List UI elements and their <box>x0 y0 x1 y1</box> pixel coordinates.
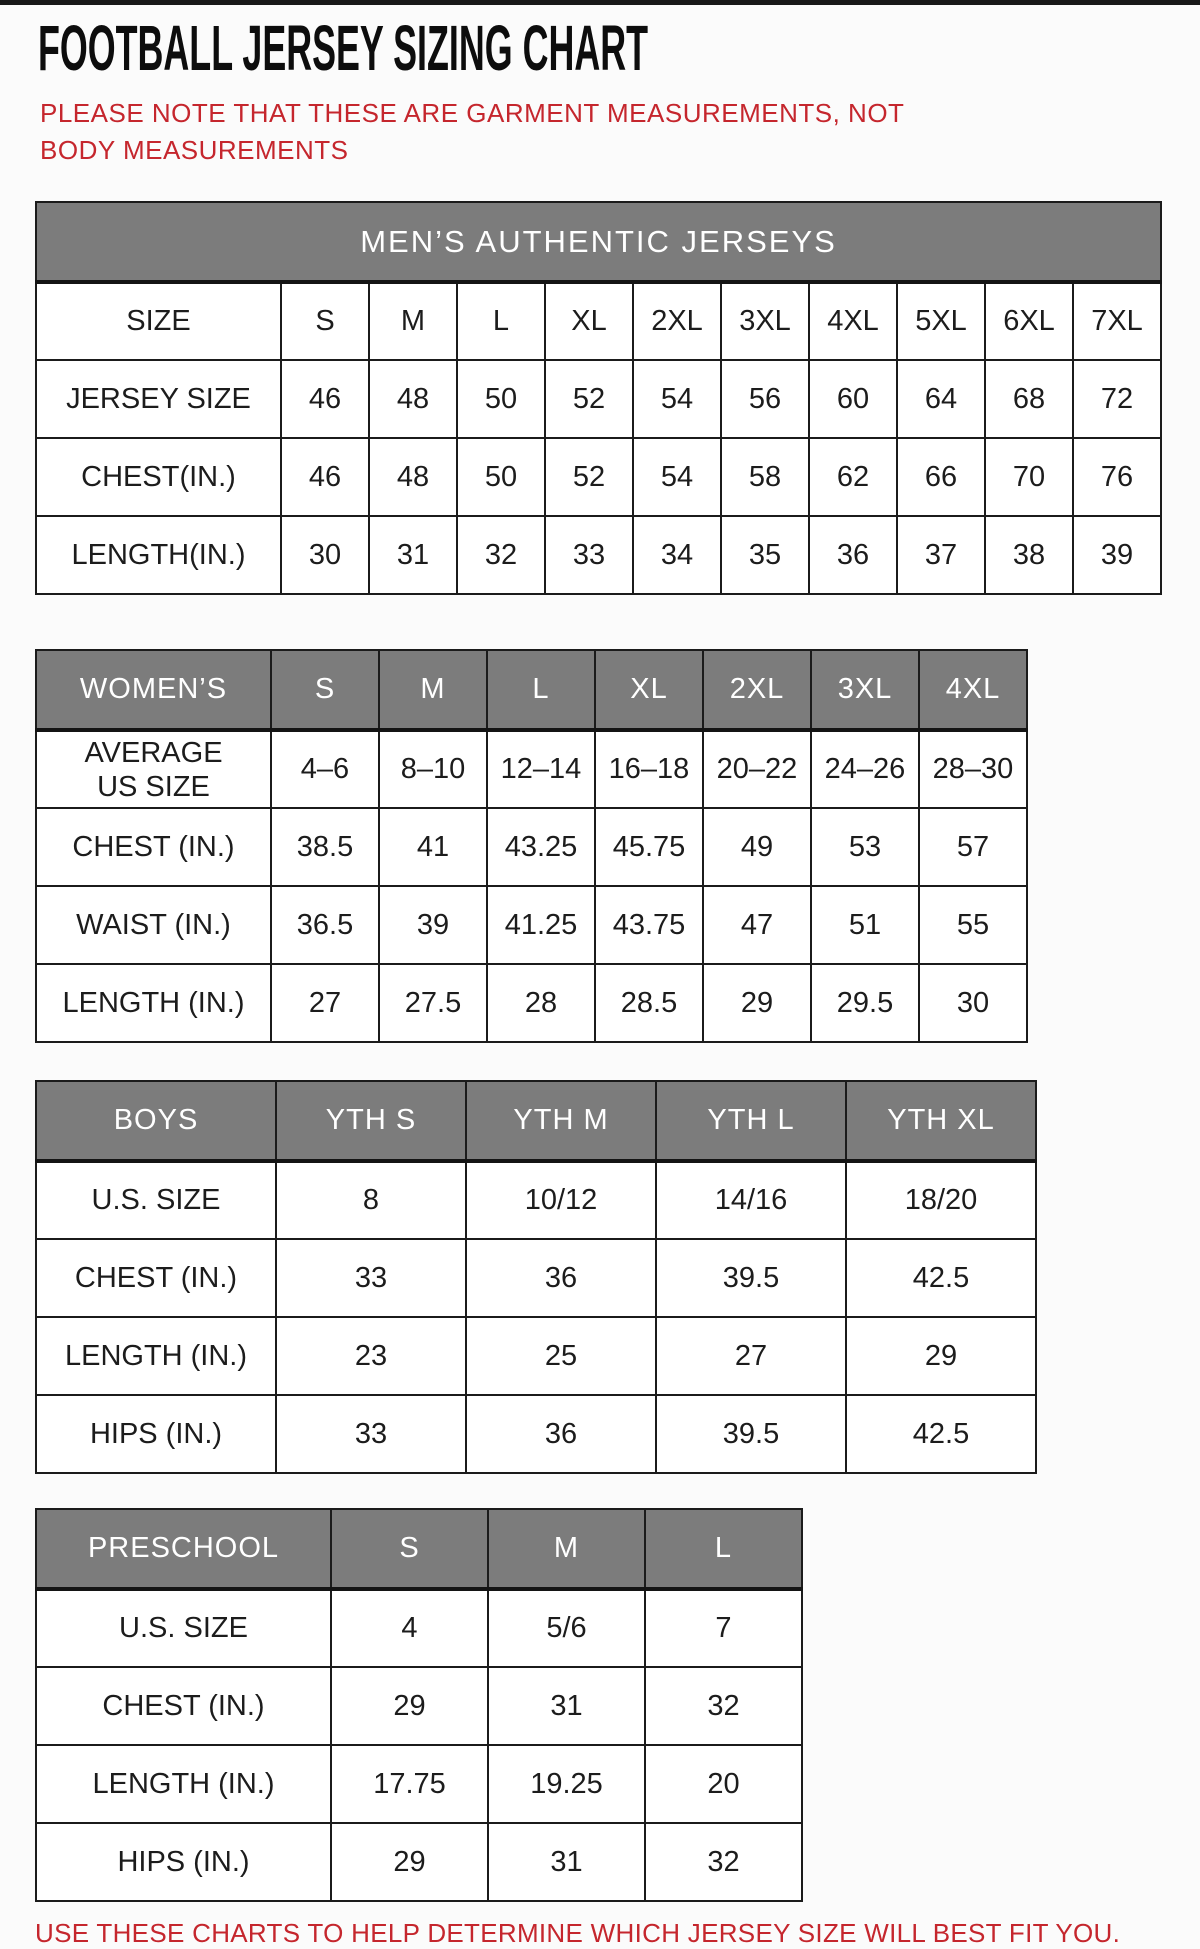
column-header: 3XL <box>811 650 919 730</box>
value-cell: 4–6 <box>271 730 379 808</box>
column-header: M <box>379 650 487 730</box>
column-header: L <box>457 282 545 360</box>
value-cell: 19.25 <box>488 1745 645 1823</box>
womens-sizing-table <box>35 649 1200 1043</box>
value-cell: 37 <box>897 516 985 594</box>
column-header: L <box>645 1509 802 1589</box>
value-cell: 76 <box>1073 438 1161 516</box>
value-cell: 29.5 <box>811 964 919 1042</box>
boys-sizing-table <box>35 1080 1200 1474</box>
row-label: WAIST (IN.) <box>36 886 271 964</box>
column-header: 6XL <box>985 282 1073 360</box>
value-cell: 36 <box>809 516 897 594</box>
column-header: 4XL <box>809 282 897 360</box>
value-cell: 24–26 <box>811 730 919 808</box>
value-cell: 46 <box>281 360 369 438</box>
value-cell: 5/6 <box>488 1589 645 1667</box>
row-label: CHEST (IN.) <box>36 808 271 886</box>
value-cell: 39 <box>379 886 487 964</box>
value-cell: 38 <box>985 516 1073 594</box>
column-header: 5XL <box>897 282 985 360</box>
value-cell: 36 <box>466 1239 656 1317</box>
value-cell: 43.25 <box>487 808 595 886</box>
table-row <box>36 1823 802 1901</box>
value-cell: 16–18 <box>595 730 703 808</box>
value-cell: 68 <box>985 360 1073 438</box>
value-cell: 29 <box>846 1317 1036 1395</box>
value-cell: 54 <box>633 438 721 516</box>
value-cell: 28.5 <box>595 964 703 1042</box>
value-cell: 72 <box>1073 360 1161 438</box>
value-cell: 43.75 <box>595 886 703 964</box>
value-cell: 62 <box>809 438 897 516</box>
mens-authentic-jerseys-table <box>35 201 1200 595</box>
column-header: YTH XL <box>846 1081 1036 1161</box>
value-cell: 23 <box>276 1317 466 1395</box>
table-header-row <box>36 1509 802 1589</box>
value-cell: 29 <box>703 964 811 1042</box>
value-cell: 33 <box>545 516 633 594</box>
column-header: YTH S <box>276 1081 466 1161</box>
table-header-row <box>36 1081 1036 1161</box>
value-cell: 18/20 <box>846 1161 1036 1239</box>
value-cell: 57 <box>919 808 1027 886</box>
value-cell: 42.5 <box>846 1395 1036 1473</box>
value-cell: 60 <box>809 360 897 438</box>
value-cell: 29 <box>331 1667 488 1745</box>
column-header: 3XL <box>721 282 809 360</box>
value-cell: 35 <box>721 516 809 594</box>
column-header: M <box>488 1509 645 1589</box>
value-cell: 54 <box>633 360 721 438</box>
column-header: S <box>331 1509 488 1589</box>
value-cell: 48 <box>369 360 457 438</box>
footer-note: USE THESE CHARTS TO HELP DETERMINE WHICH JERSEY SIZE WILL BEST FIT YOU. <box>35 1918 1121 1948</box>
value-cell: 36.5 <box>271 886 379 964</box>
table-header-row <box>36 650 1027 730</box>
table-row <box>36 1239 1036 1317</box>
column-header: S <box>281 282 369 360</box>
value-cell: 8–10 <box>379 730 487 808</box>
value-cell: 58 <box>721 438 809 516</box>
mens-authentic-jerseys-grid <box>35 201 1162 595</box>
value-cell: 25 <box>466 1317 656 1395</box>
value-cell: 70 <box>985 438 1073 516</box>
table-title-banner: MEN’S AUTHENTIC JERSEYS <box>36 202 1161 282</box>
value-cell: 36 <box>466 1395 656 1473</box>
table-row <box>36 730 1027 808</box>
table-banner-row <box>36 202 1161 282</box>
value-cell: 47 <box>703 886 811 964</box>
value-cell: 50 <box>457 360 545 438</box>
value-cell: 20 <box>645 1745 802 1823</box>
column-header: 4XL <box>919 650 1027 730</box>
womens-grid <box>35 649 1028 1043</box>
value-cell: 39 <box>1073 516 1161 594</box>
value-cell: 20–22 <box>703 730 811 808</box>
value-cell: 34 <box>633 516 721 594</box>
column-header: 2XL <box>703 650 811 730</box>
value-cell: 31 <box>369 516 457 594</box>
row-label: HIPS (IN.) <box>36 1823 331 1901</box>
value-cell: 27 <box>271 964 379 1042</box>
value-cell: 42.5 <box>846 1239 1036 1317</box>
value-cell: 46 <box>281 438 369 516</box>
value-cell: 27.5 <box>379 964 487 1042</box>
value-cell: 52 <box>545 360 633 438</box>
value-cell: 38.5 <box>271 808 379 886</box>
value-cell: 31 <box>488 1823 645 1901</box>
table-row <box>36 360 1161 438</box>
table-row <box>36 964 1027 1042</box>
value-cell: 66 <box>897 438 985 516</box>
value-cell: 39.5 <box>656 1239 846 1317</box>
preschool-sizing-table <box>35 1508 1200 1902</box>
value-cell: 7 <box>645 1589 802 1667</box>
column-header: 7XL <box>1073 282 1161 360</box>
value-cell: 39.5 <box>656 1395 846 1473</box>
value-cell: 17.75 <box>331 1745 488 1823</box>
value-cell: 51 <box>811 886 919 964</box>
column-header: M <box>369 282 457 360</box>
preschool-grid <box>35 1508 803 1902</box>
table-row <box>36 1317 1036 1395</box>
value-cell: 31 <box>488 1667 645 1745</box>
table-row <box>36 1667 802 1745</box>
value-cell: 8 <box>276 1161 466 1239</box>
row-label: SIZE <box>36 282 281 360</box>
row-label: CHEST (IN.) <box>36 1239 276 1317</box>
value-cell: 32 <box>645 1667 802 1745</box>
garment-measurements-note: PLEASE NOTE THAT THESE ARE GARMENT MEASUREMENTS, NOT BODY MEASUREMENTS <box>40 98 904 165</box>
value-cell: 27 <box>656 1317 846 1395</box>
value-cell: 32 <box>645 1823 802 1901</box>
column-header: YTH M <box>466 1081 656 1161</box>
value-cell: 33 <box>276 1395 466 1473</box>
row-label: U.S. SIZE <box>36 1589 331 1667</box>
row-label: HIPS (IN.) <box>36 1395 276 1473</box>
value-cell: 14/16 <box>656 1161 846 1239</box>
value-cell: 53 <box>811 808 919 886</box>
value-cell: 50 <box>457 438 545 516</box>
value-cell: 64 <box>897 360 985 438</box>
value-cell: 29 <box>331 1823 488 1901</box>
value-cell: 41 <box>379 808 487 886</box>
column-header-row <box>36 282 1161 360</box>
table-row <box>36 886 1027 964</box>
value-cell: 12–14 <box>487 730 595 808</box>
page-title: FOOTBALL JERSEY SIZING CHART <box>38 12 648 84</box>
table-row <box>36 1589 802 1667</box>
row-label: LENGTH(IN.) <box>36 516 281 594</box>
table-row <box>36 1395 1036 1473</box>
value-cell: 32 <box>457 516 545 594</box>
value-cell: 4 <box>331 1589 488 1667</box>
value-cell: 56 <box>721 360 809 438</box>
table-row <box>36 808 1027 886</box>
row-label: LENGTH (IN.) <box>36 964 271 1042</box>
value-cell: 49 <box>703 808 811 886</box>
boys-grid <box>35 1080 1037 1474</box>
column-header: L <box>487 650 595 730</box>
value-cell: 33 <box>276 1239 466 1317</box>
table-row <box>36 1745 802 1823</box>
value-cell: 41.25 <box>487 886 595 964</box>
column-header: S <box>271 650 379 730</box>
table-row <box>36 1161 1036 1239</box>
value-cell: 30 <box>281 516 369 594</box>
table-corner-label: PRESCHOOL <box>36 1509 331 1589</box>
value-cell: 28–30 <box>919 730 1027 808</box>
row-label: AVERAGE US SIZE <box>36 730 271 808</box>
row-label: U.S. SIZE <box>36 1161 276 1239</box>
row-label: CHEST(IN.) <box>36 438 281 516</box>
value-cell: 45.75 <box>595 808 703 886</box>
value-cell: 48 <box>369 438 457 516</box>
table-row <box>36 438 1161 516</box>
value-cell: 52 <box>545 438 633 516</box>
top-border-strip <box>0 0 1200 5</box>
value-cell: 55 <box>919 886 1027 964</box>
row-label: LENGTH (IN.) <box>36 1317 276 1395</box>
column-header: XL <box>595 650 703 730</box>
column-header: 2XL <box>633 282 721 360</box>
row-label: CHEST (IN.) <box>36 1667 331 1745</box>
value-cell: 28 <box>487 964 595 1042</box>
row-label: JERSEY SIZE <box>36 360 281 438</box>
row-label: LENGTH (IN.) <box>36 1745 331 1823</box>
table-corner-label: BOYS <box>36 1081 276 1161</box>
column-header: YTH L <box>656 1081 846 1161</box>
table-corner-label: WOMEN’S <box>36 650 271 730</box>
table-row <box>36 516 1161 594</box>
value-cell: 30 <box>919 964 1027 1042</box>
value-cell: 10/12 <box>466 1161 656 1239</box>
column-header: XL <box>545 282 633 360</box>
